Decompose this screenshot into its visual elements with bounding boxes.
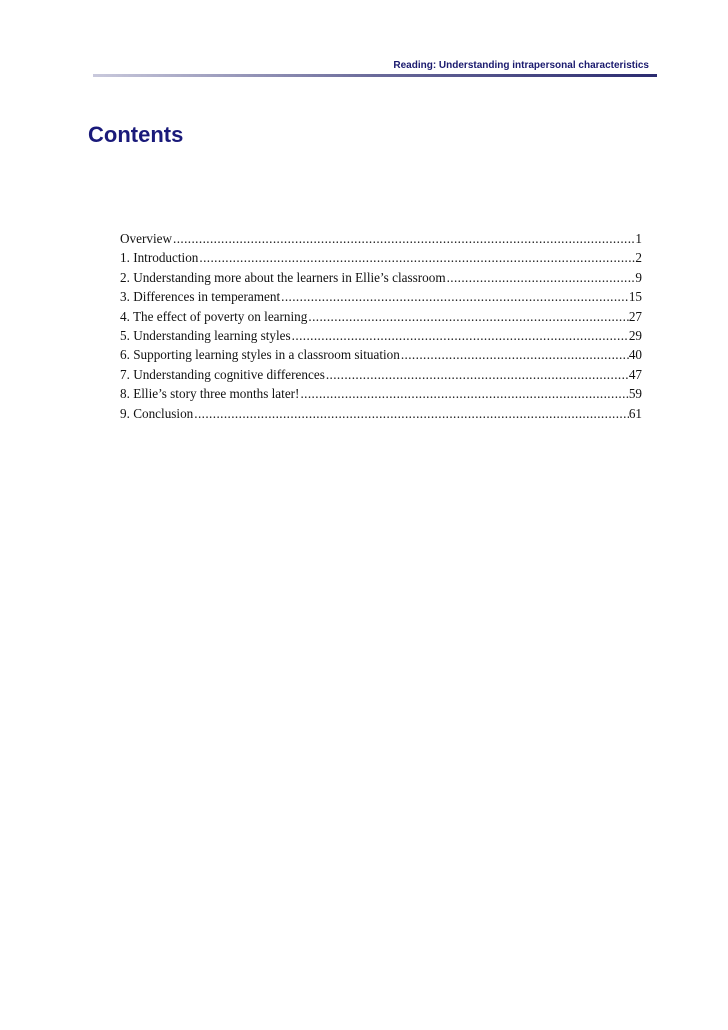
- toc-page-number: 1: [635, 231, 642, 246]
- toc-page-number: 29: [628, 327, 642, 343]
- dot-leader: [291, 326, 629, 345]
- toc-entry-poverty[interactable]: [120, 307, 642, 326]
- toc-page-number: 9: [635, 269, 642, 285]
- toc-entry-understanding-learners[interactable]: [120, 268, 642, 287]
- dot-leader: [307, 307, 628, 326]
- toc-page-number: 2: [635, 250, 642, 266]
- table-of-contents: [120, 229, 642, 423]
- toc-entry-ellies-story[interactable]: [120, 384, 642, 403]
- toc-page-number: 15: [628, 289, 642, 305]
- dot-leader: [198, 248, 635, 267]
- dot-leader: [299, 384, 628, 403]
- toc-entry-overview[interactable]: [120, 229, 642, 248]
- toc-entry-label: 6. Supporting learning styles in a classroom situation: [120, 347, 400, 363]
- toc-entry-learning-styles[interactable]: [120, 326, 642, 345]
- header-rule: [93, 74, 657, 77]
- toc-page-number: 59: [628, 386, 642, 402]
- toc-entry-introduction[interactable]: [120, 248, 642, 267]
- running-header: Reading: Understanding intrapersonal characteristics: [393, 60, 649, 71]
- toc-entry-label: 9. Conclusion: [120, 405, 194, 421]
- toc-entry-label: 5. Understanding learning styles: [120, 327, 291, 343]
- toc-entry-cognitive-differences[interactable]: [120, 365, 642, 384]
- dot-leader: [446, 268, 636, 287]
- dot-leader: [193, 404, 629, 423]
- toc-entry-label: 3. Differences in temperament: [120, 289, 281, 305]
- toc-entry-temperament[interactable]: [120, 287, 642, 306]
- toc-entry-label: 4. The effect of poverty on learning: [120, 308, 308, 324]
- toc-entry-label: 2. Understanding more about the learners in Ellie’s classroom: [120, 269, 446, 285]
- toc-entry-conclusion[interactable]: [120, 404, 642, 423]
- toc-entry-supporting-styles[interactable]: [120, 345, 642, 364]
- dot-leader: [280, 287, 629, 306]
- toc-entry-label: 7. Understanding cognitive differences: [120, 366, 325, 382]
- toc-page-number: 47: [628, 366, 642, 382]
- dot-leader: [172, 229, 635, 248]
- toc-page-number: 61: [628, 405, 642, 421]
- toc-entry-label: 8. Ellie’s story three months later!: [120, 386, 300, 402]
- dot-leader: [400, 345, 629, 364]
- toc-page-number: 40: [628, 347, 642, 363]
- toc-page-number: 27: [628, 308, 642, 324]
- toc-entry-label: 1. Introduction: [120, 250, 199, 266]
- dot-leader: [325, 365, 629, 384]
- toc-entry-label: Overview: [120, 231, 172, 246]
- page-title: Contents: [88, 122, 184, 147]
